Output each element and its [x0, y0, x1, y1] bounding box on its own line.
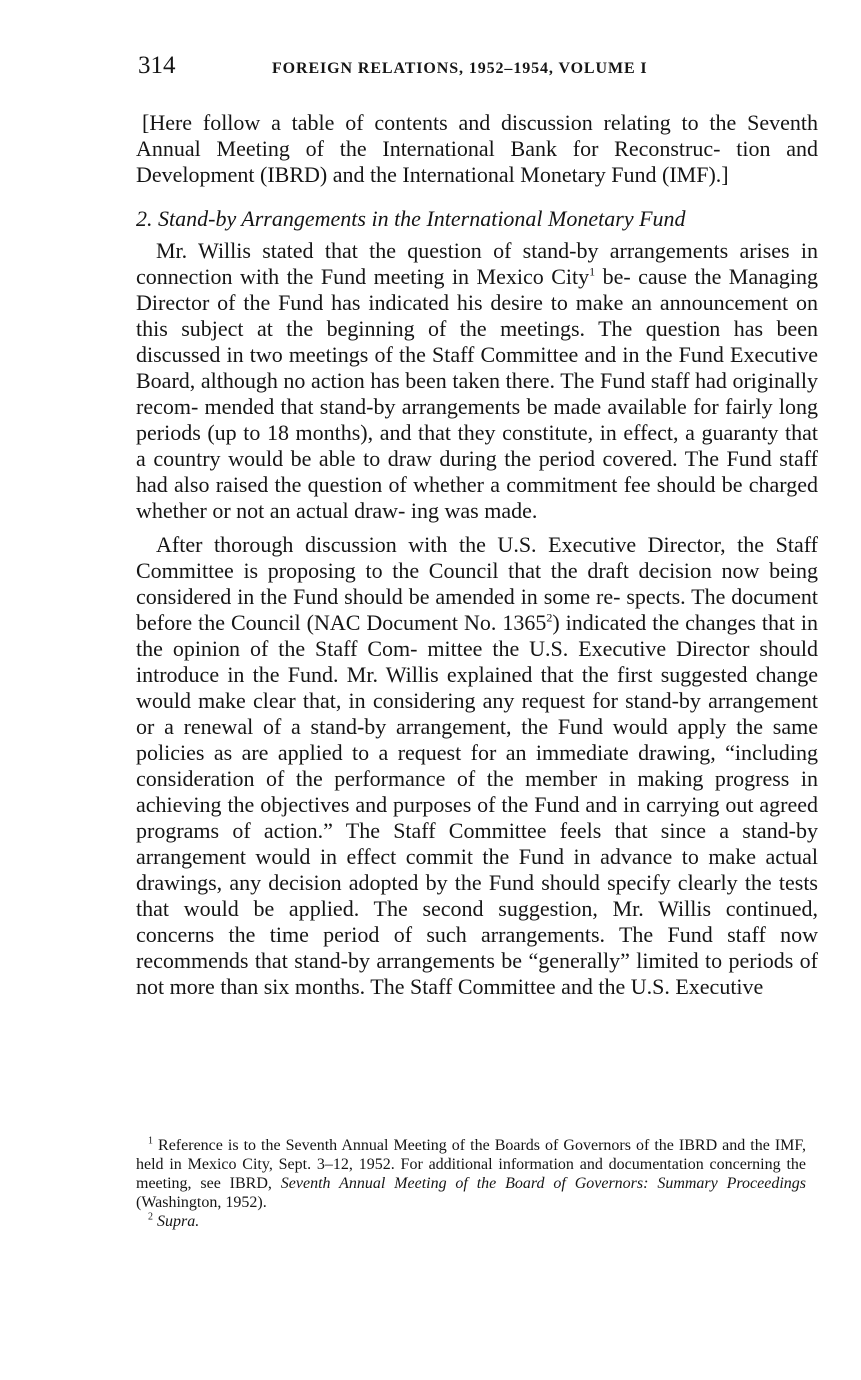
page-header: [138, 52, 818, 86]
paragraph-2-text-a: After thorough discussion with the U.S. Executive Director, the Staff Committee is proposing to the Council that the draft decision now being considered in the Fund should be amended in some re- spects. The document before the Council (NAC Document No. 1365: [136, 532, 818, 635]
body-text: [136, 110, 818, 1000]
footnote-ref-1[interactable]: 1: [589, 264, 596, 279]
paragraph-2-text-b: ) indicated the changes that in the opinion of the Staff Com- mittee the U.S. Executive Director should introduce in the Fund. Mr. Willis explained that the first suggested change would make clear that, in considering any request for stand-by arrangement or a renewal of a stand-by arrangement, the Fund would apply the same policies as are applied to a request for an immediate drawing, “including consideration of the performance of the member in making progress in achieving the objectives and purposes of the Fund and in carrying out agreed programs of action.” The Staff Committee feels that since a stand-by arrangement would in effect commit the Fund in advance to make actual drawings, any decision adopted by the Fund should specify clearly the tests that would be applied. The second suggestion, Mr. Willis continued, concerns the time period of such arrangements. The Fund staff now recommends that stand-by arrangements be “generally” limited to periods of not more than six months. The Staff Committee and the U.S. Executive: [136, 610, 819, 999]
footnote-1-text-b: (Washington, 1952).: [136, 1194, 267, 1211]
footnote-1: [136, 1136, 806, 1212]
footnote-2-text: Supra.: [157, 1213, 200, 1230]
footnote-2: [136, 1212, 806, 1231]
paragraph-1-text-b: be- cause the Managing Director of the Fund has indicated his desire to make an announcement on this subject at the beginning of the meetings. The question has been discussed in two meetings of the Staff Committee and in the Fund Executive Board, although no action has been taken there. The Fund staff had originally recom- mended that stand-by arrangements be made available for fairly long periods (up to 18 months), and that they constitute, in effect, a guaranty that a country would be able to draw during the period covered. The Fund staff had also raised the question of whether a commitment fee should be charged whether or not an actual draw- ing was made.: [136, 264, 819, 523]
page-number: 314: [138, 52, 176, 79]
footnotes: [136, 1136, 806, 1231]
footnote-1-marker: 1: [148, 1135, 153, 1147]
footnote-2-marker: 2: [148, 1211, 153, 1223]
editorial-note: [Here follow a table of contents and discussion relating to the Seventh Annual Meeting of the International Bank for Reconstruc- tion and Development (IBRD) and the International Monetary Fund (IMF).]: [136, 110, 818, 187]
section-heading: [136, 206, 818, 232]
paragraph-1-text-a: Mr. Willis stated that the question of stand-by arrangements arises in connection with the Fund meeting in Mexico City: [136, 238, 818, 289]
paragraph-2: [136, 532, 818, 1000]
footnote-ref-2[interactable]: 2: [546, 610, 553, 625]
footnote-1-text-a: Reference is to the Seventh Annual Meeting of the Boards of Governors of the IBRD and the IMF, held in Mexico City, Sept. 3–12, 1952. For additional information and documentation concerning the meeting, see IBRD,: [136, 1137, 807, 1192]
footnote-1-title: Seventh Annual Meeting of the Board of Governors: Summary Proceedings: [280, 1175, 806, 1192]
section-number: 2.: [136, 206, 153, 231]
running-head: FOREIGN RELATIONS, 1952–1954, VOLUME I: [272, 60, 648, 77]
section-title: Stand-by Arrangements in the International Monetary Fund: [158, 206, 686, 231]
paragraph-1: [136, 238, 818, 524]
